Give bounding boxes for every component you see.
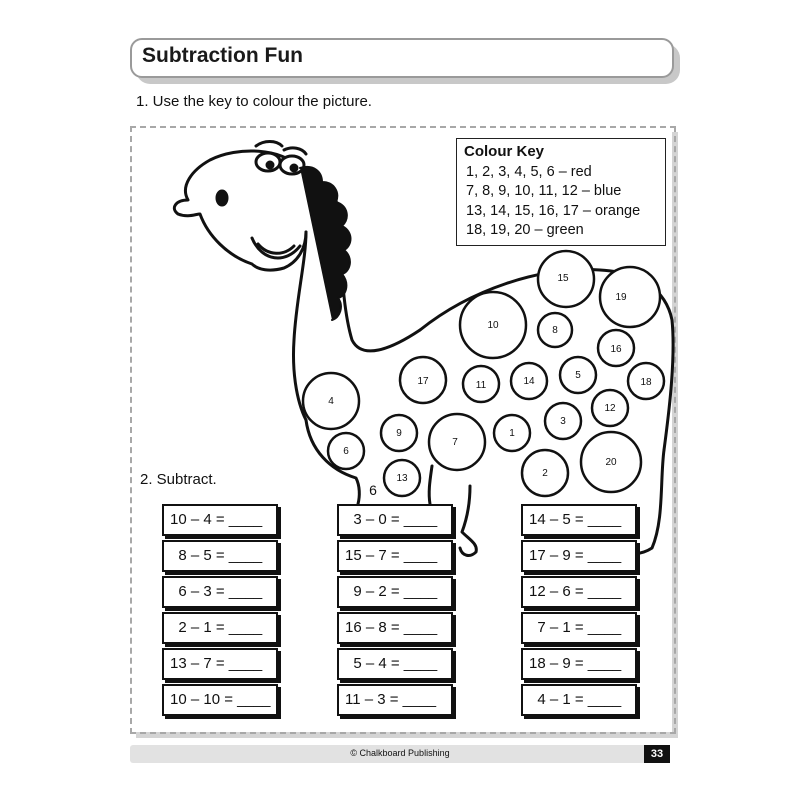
page-number: 33 bbox=[644, 745, 670, 763]
footer-bar bbox=[130, 745, 670, 763]
problem-box bbox=[162, 612, 278, 644]
instruction-subtract: 2. Subtract. bbox=[140, 471, 217, 488]
colour-key-line: 1, 2, 3, 4, 5, 6 – red bbox=[466, 164, 592, 180]
picture-number: 12 bbox=[604, 403, 616, 414]
problem-text: 14 – 5 = ____ bbox=[529, 511, 622, 528]
picture-number: 15 bbox=[557, 273, 569, 284]
colour-key-line: 13, 14, 15, 16, 17 – orange bbox=[466, 203, 641, 219]
picture-number: 19 bbox=[615, 292, 627, 303]
problem-box bbox=[337, 504, 453, 536]
picture-number: 1 bbox=[509, 428, 515, 439]
problem-box bbox=[337, 612, 453, 644]
problem-box bbox=[162, 576, 278, 608]
picture-number: 9 bbox=[396, 428, 402, 439]
colour-key-line: 7, 8, 9, 10, 11, 12 – blue bbox=[466, 183, 622, 199]
picture-number: 5 bbox=[575, 370, 581, 381]
picture-number: 7 bbox=[452, 437, 458, 448]
picture-number: 14 bbox=[523, 376, 535, 387]
problem-text: 5 – 4 = ____ bbox=[345, 655, 438, 672]
problem-text: 4 – 1 = ____ bbox=[529, 691, 622, 708]
problem-text: 7 – 1 = ____ bbox=[529, 619, 622, 636]
problem-box bbox=[337, 684, 453, 716]
problem-text: 12 – 6 = ____ bbox=[529, 583, 622, 600]
picture-number: 8 bbox=[552, 325, 558, 336]
page-title: Subtraction Fun bbox=[142, 44, 303, 67]
picture-number: 10 bbox=[487, 320, 499, 331]
picture-number: 4 bbox=[328, 396, 334, 407]
problem-box bbox=[162, 540, 278, 572]
problem-box bbox=[521, 504, 637, 536]
problem-box bbox=[521, 576, 637, 608]
colour-key-box bbox=[456, 138, 666, 246]
picture-number: 2 bbox=[542, 468, 548, 479]
problem-text: 10 – 4 = ____ bbox=[170, 511, 263, 528]
problem-box bbox=[521, 612, 637, 644]
picture-number: 6 bbox=[343, 446, 349, 457]
problem-text: 17 – 9 = ____ bbox=[529, 547, 622, 564]
problem-text: 2 – 1 = ____ bbox=[170, 619, 263, 636]
picture-number: 17 bbox=[417, 376, 429, 387]
picture-number: 16 bbox=[610, 344, 622, 355]
problem-box bbox=[162, 648, 278, 680]
problem-text: 11 – 3 = ____ bbox=[345, 691, 437, 708]
problem-box bbox=[521, 684, 637, 716]
picture-number: 6 bbox=[369, 482, 377, 498]
problem-box bbox=[337, 576, 453, 608]
problem-text: 9 – 2 = ____ bbox=[345, 583, 438, 600]
problem-text: 8 – 5 = ____ bbox=[170, 547, 263, 564]
colour-key-title: Colour Key bbox=[464, 143, 545, 160]
problem-text: 15 – 7 = ____ bbox=[345, 547, 438, 564]
problem-text: 18 – 9 = ____ bbox=[529, 655, 622, 672]
problem-text: 16 – 8 = ____ bbox=[345, 619, 438, 636]
footer-copyright: © Chalkboard Publishing bbox=[350, 748, 450, 758]
problem-box bbox=[337, 648, 453, 680]
problem-text: 6 – 3 = ____ bbox=[170, 583, 263, 600]
problem-box bbox=[162, 504, 278, 536]
problem-text: 10 – 10 = ____ bbox=[170, 691, 271, 708]
picture-number: 18 bbox=[640, 377, 652, 388]
problem-box bbox=[337, 540, 453, 572]
picture-number: 13 bbox=[396, 473, 408, 484]
problem-box bbox=[162, 684, 278, 716]
problem-text: 3 – 0 = ____ bbox=[345, 511, 438, 528]
problem-box bbox=[521, 540, 637, 572]
instruction-colour: 1. Use the key to colour the picture. bbox=[136, 93, 372, 110]
picture-number: 11 bbox=[475, 380, 487, 391]
picture-number: 20 bbox=[605, 457, 617, 468]
problem-box bbox=[521, 648, 637, 680]
problem-text: 13 – 7 = ____ bbox=[170, 655, 263, 672]
colour-key-line: 18, 19, 20 – green bbox=[466, 222, 584, 238]
picture-number: 3 bbox=[560, 416, 566, 427]
